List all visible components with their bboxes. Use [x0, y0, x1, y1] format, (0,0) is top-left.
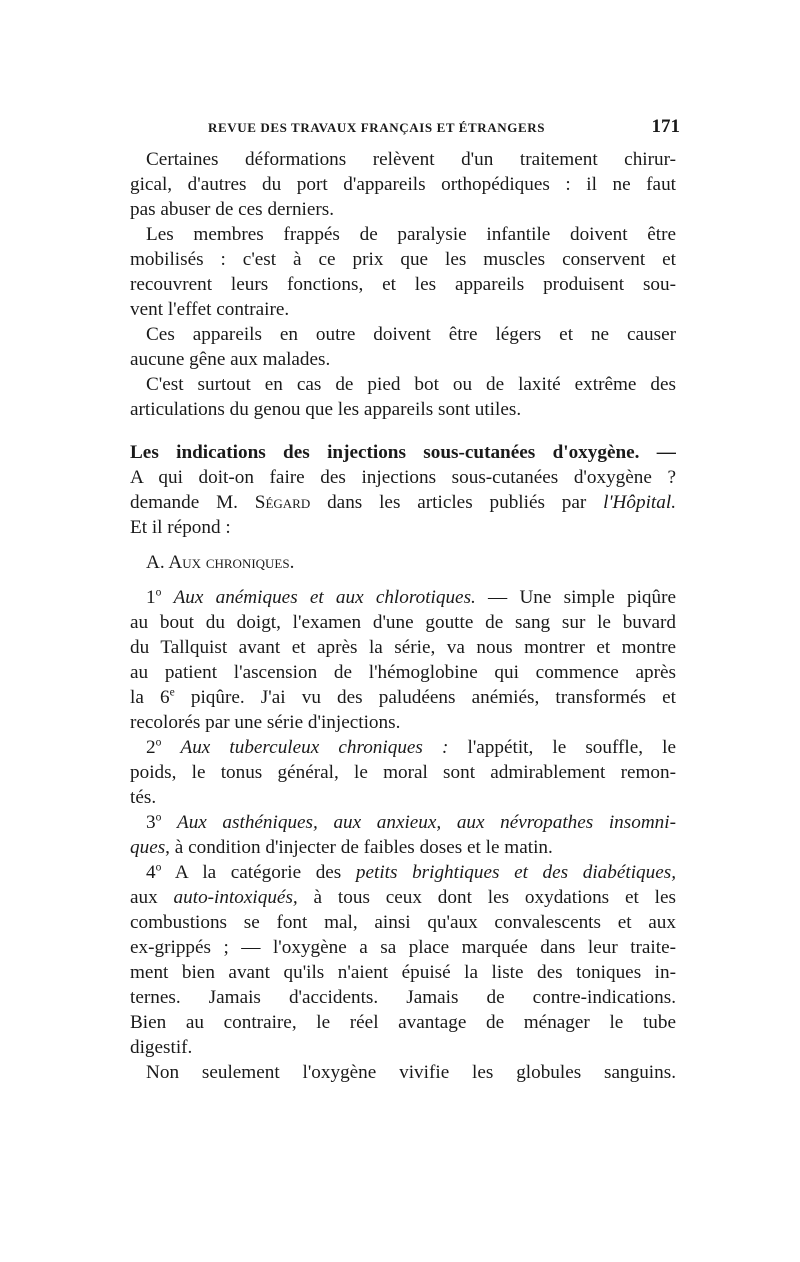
item1-line-3: du Tallquist avant et après la série, va nous montrer et montre [130, 637, 676, 658]
item4-l2-rest: à tous ceux dont les oxydations et les [297, 887, 676, 908]
p1-line-1: Certaines déformations relèvent d'un traitement chirur- [146, 149, 676, 170]
body-text [130, 147, 676, 1085]
item1-label: Aux anémiques et aux chlorotiques. [173, 587, 476, 608]
item3-line-2 [130, 835, 676, 860]
p2-line-1: Les membres frappés de paralysie infantile doivent être [146, 224, 676, 245]
item2-line-1 [130, 735, 676, 760]
section-line-2-pre: demande M. [130, 492, 255, 513]
item4-line-1 [130, 860, 676, 885]
item1-num: 1 [146, 587, 156, 608]
item4-line-6: ternes. Jamais d'accidents. Jamais de contre-indications. [130, 987, 676, 1008]
running-head [130, 118, 682, 142]
item4-line-3: combustions se font mal, ainsi qu'aux convalescents et aux [130, 912, 676, 933]
p1-line-3: pas abuser de ces derniers. [130, 199, 335, 220]
heading-a: A. Aux chroniques. [146, 552, 295, 573]
item3-label: Aux asthéniques, aux anxieux, aux névropathes insomni- [176, 812, 676, 833]
item4-pre: A la catégorie des [161, 862, 356, 883]
item2-sup: o [155, 736, 162, 749]
section-line-1: A qui doit-on faire des injections sous-cutanées d'oxygène ? [130, 467, 676, 488]
p4-line-2: articulations du genou que les appareils sont utiles. [130, 399, 522, 420]
item1-line-1 [130, 585, 676, 610]
item2-num: 2 [146, 737, 156, 758]
item1-line-4: au patient l'ascension de l'hémoglobine qui commence après [130, 662, 676, 683]
item4-label: petits brightiques et des diabétiques, [355, 862, 676, 883]
running-head-title: REVUE DES TRAVAUX FRANÇAIS ET ÉTRANGERS [208, 120, 546, 135]
final-line: Non seulement l'oxygène vivifie les globules sanguins. [146, 1062, 676, 1083]
item3-num: 3 [146, 812, 156, 833]
p3-line-2: aucune gêne aux malades. [130, 349, 331, 370]
item4-sup: o [155, 861, 162, 874]
heading-gap [130, 540, 676, 550]
item3-l2-italic: ques [130, 837, 166, 858]
p1-line-2: gical, d'autres du port d'appareils orthopédiques : il ne faut [130, 174, 676, 195]
p2-line-3: recouvrent leurs fonctions, et les appareils produisent sou- [130, 274, 676, 295]
journal-name: l'Hôpital. [603, 492, 676, 513]
item3-sup: o [155, 811, 162, 824]
section-line-2-mid: dans les articles publiés par [310, 492, 604, 513]
item-gap [130, 575, 676, 585]
item2-line-2: poids, le tonus général, le moral sont admirablement remon- [130, 762, 676, 783]
p4-line-1: C'est surtout en cas de pied bot ou de laxité extrême des [146, 374, 676, 395]
item1-line-5-sup: e [169, 686, 175, 699]
item2-label: Aux tuberculeux chroniques : [180, 737, 449, 758]
section-gap [130, 422, 676, 440]
item2-text-start: l'appétit, le souffle, le [448, 737, 676, 758]
p3-line-1: Ces appareils en outre doivent être légers et ne causer [146, 324, 676, 345]
section-title: Les indications des injections sous-cutanées d'oxygène. — [130, 442, 676, 463]
p2-line-4: vent l'effet contraire. [130, 299, 290, 320]
item1-line-2: au bout du doigt, l'examen d'une goutte de sang sur le buvard [130, 612, 676, 633]
p2-line-2: mobilisés : c'est à ce prix que les muscles conservent et [130, 249, 676, 270]
item2-line-3: tés. [130, 787, 157, 808]
item1-line-6: recolorés par une série d'injections. [130, 712, 401, 733]
item4-l2-italic: auto-intoxiqués, [173, 887, 298, 908]
section-line-3: Et il répond : [130, 517, 231, 538]
item1-line-5-post: piqûre. J'ai vu des paludéens anémiés, transformés et [174, 687, 676, 708]
item4-line-2 [130, 885, 676, 910]
item4-num: 4 [146, 862, 156, 883]
item1-line-5-pre: la 6 [130, 687, 170, 708]
author-name: Ségard [254, 492, 311, 513]
item4-line-5: ment bien avant qu'ils n'aient épuisé la liste des toniques in- [130, 962, 676, 983]
item3-line-1 [130, 810, 676, 835]
page-number: 171 [651, 116, 680, 137]
item4-line-7: Bien au contraire, le réel avantage de ménager le tube [130, 1012, 676, 1033]
item4-line-8: digestif. [130, 1037, 193, 1058]
section-line-2 [130, 490, 676, 515]
item3-l2-rest: , à condition d'injecter de faibles doses et le matin. [165, 837, 553, 858]
item1-sup: o [155, 586, 162, 599]
item4-l2-pre: aux [130, 887, 174, 908]
item1-text-start: — Une simple piqûre [475, 587, 676, 608]
item4-line-4: ex-grippés ; — l'oxygène a sa place marquée dans leur traite- [130, 937, 676, 958]
item1-line-5 [130, 685, 676, 710]
